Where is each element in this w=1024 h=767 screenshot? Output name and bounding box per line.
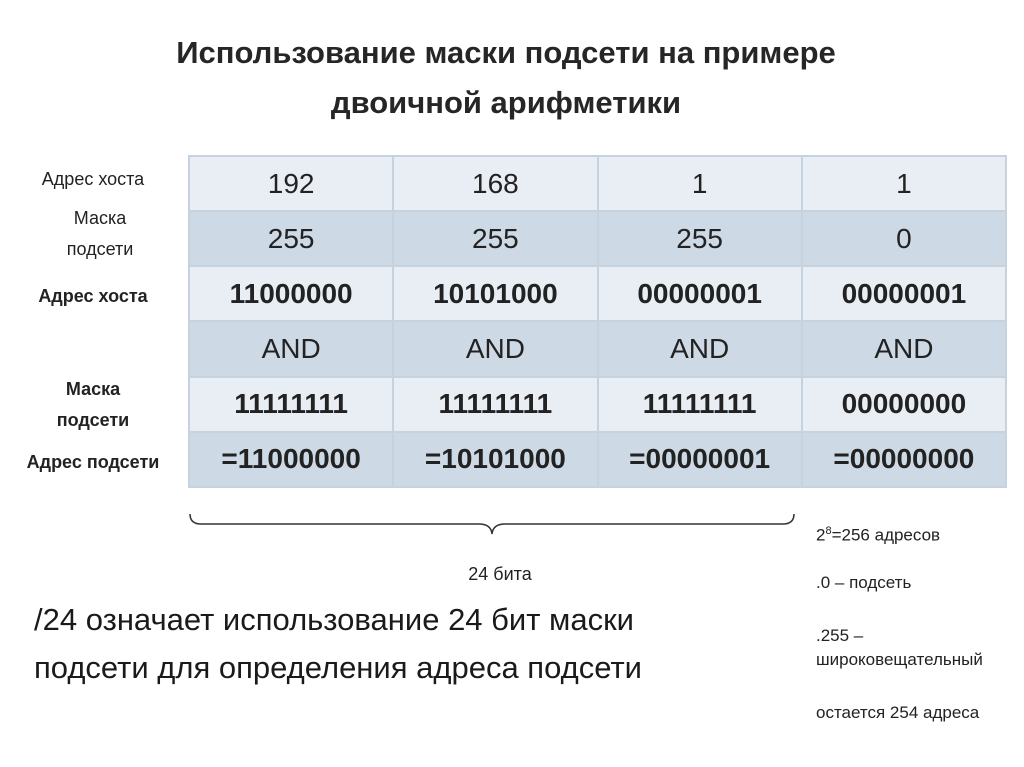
broadcast-note [816,624,1016,672]
table-cell: 168 [393,156,597,211]
table-cell: AND [598,321,802,376]
label-host-address-binary: Адрес хоста [38,286,148,306]
remaining-addresses-note: остается 254 адреса [816,703,980,722]
table-cell: 11000000 [189,266,393,321]
label-subnet-mask-binary-text: Маска подсети [56,379,130,430]
table-cell: 255 [189,211,393,266]
table-row-mask-binary [189,377,1006,432]
table-row-and-operator [189,321,1006,376]
label-subnet-mask-text: Маска подсети [66,208,134,259]
power-base: 2 [816,525,826,545]
label-subnet-address: Адрес подсети [26,452,160,472]
table-cell: 255 [393,211,597,266]
power-rest: =256 адресов [831,525,941,545]
title-line-2: двоичной арифметики [330,85,682,120]
table-cell: AND [802,321,1006,376]
table-cell: =11000000 [189,432,393,487]
power-exponent: 8 [825,525,832,537]
address-count-note [816,519,1016,548]
label-host-address: Адрес хоста [41,169,145,189]
table-cell: 11111111 [189,377,393,432]
mask-explanation [34,596,774,692]
subnet-zero-note: .0 – подсеть [816,573,912,592]
bits-count-label: 24 бита [468,564,532,584]
table-cell: =00000000 [802,432,1006,487]
mask-explanation-line-2: подсети для определения адреса подсети [34,650,642,685]
broadcast-note-line-1: .255 – [816,626,864,645]
table-row-host-binary [189,266,1006,321]
table-cell: =00000001 [598,432,802,487]
table-cell: 11111111 [393,377,597,432]
table-cell: 192 [189,156,393,211]
curly-brace-icon [189,512,795,552]
table-cell: 1 [598,156,802,211]
title-line-1: Использование маски подсети на примере [176,35,836,70]
table-cell: 255 [598,211,802,266]
table-cell: 10101000 [393,266,597,321]
subnet-calculation-table [188,155,1007,488]
table-cell: 00000001 [598,266,802,321]
table-cell: =10101000 [393,432,597,487]
broadcast-note-line-2: широковещательный [816,650,983,669]
table-cell: 11111111 [598,377,802,432]
table-row-mask-decimal [189,211,1006,266]
table-row-host-decimal [189,156,1006,211]
table-cell: 00000000 [802,377,1006,432]
table-row-subnet-result [189,432,1006,487]
label-subnet-mask [0,203,200,265]
label-subnet-mask-binary [0,374,186,436]
table-cell: AND [189,321,393,376]
table-cell: AND [393,321,597,376]
mask-explanation-line-1: /24 означает использование 24 бит маски [34,602,634,637]
slide-title [0,28,1012,128]
table-cell: 1 [802,156,1006,211]
table-cell: 0 [802,211,1006,266]
table-cell: 00000001 [802,266,1006,321]
